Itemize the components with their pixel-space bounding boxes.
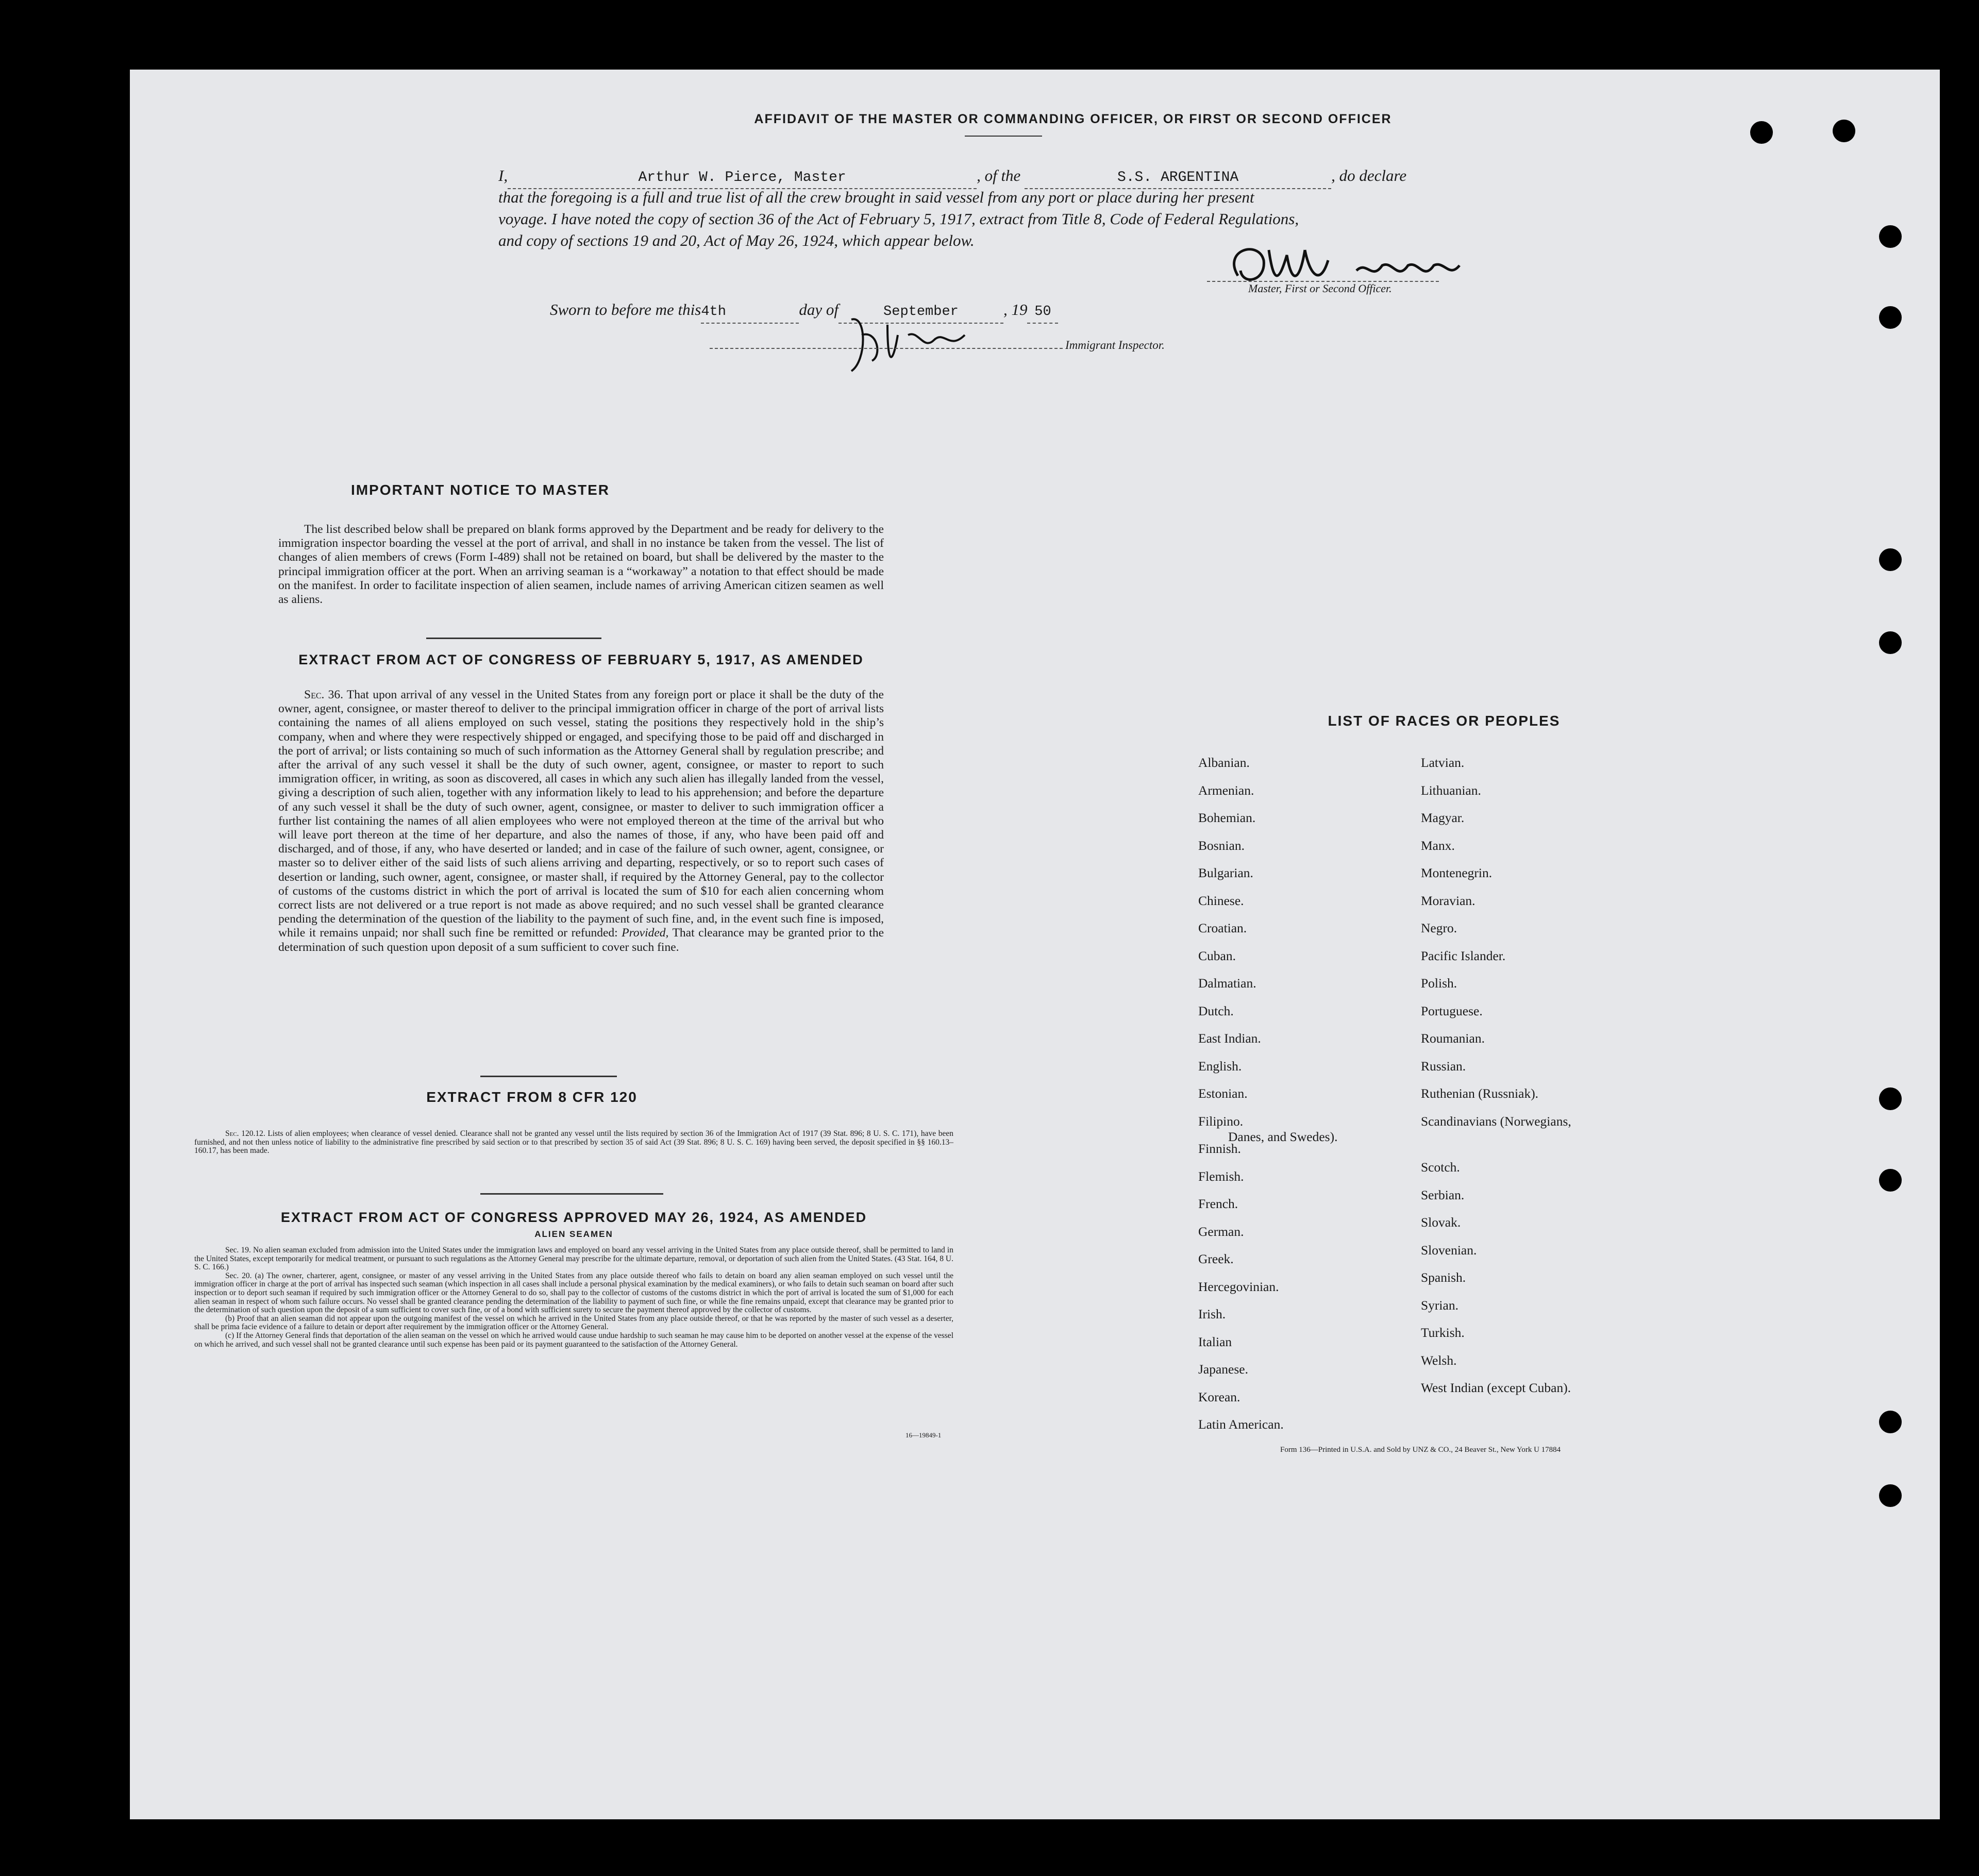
sec-36-text: That upon arrival of any vessel in the United States from any foreign port or place it shall be the duty of the owner, agent, consignee, or master thereof to deliver to the principal immigration officer in charge of the port of arrival lists containing the names of all aliens employed on such vessel, stating the positions they respectively hold in the ship’s company, when and where they were respectively shipped or engaged, and specifying those to be paid off and discharged in the port of arrival; or lists containing so much of such information as the Attorney General shall by regulation prescribe; and after the arrival of any such vessel it shall be the duty of such owner, agent, consignee, or master to report to such immigration officer, in writing, as soon as discovered, all cases in which any such alien has illegally landed from the vessel, giving a description of such alien, together with any information likely to lead to his apprehension; and before the departure of any such vessel it shall be the duty of such owner, agent, consignee, or master to deliver to such immigration officer a further list containing the names of all alien employees who were not employed thereon at the time of the arrival but who will leave port thereon at the time of her departure, and also the names of those, if any, who have been paid off and discharged, and of those, if any, who have deserted or landed; and in case of the failure of such owner, agent, consignee, or master so to deliver either of the said lists of such aliens arriving and departing, respectively, or so to report such cases of desertion or landing, such owner, agent, consignee, or master shall, if required by the Attorney General, pay to the collector of customs of the customs district in which the port of arrival is located the sum of $10 for each alien concerning whom correct lists are not delivered or a true report is not made as above required; and no such vessel shall be granted clearance pending the determination of the question of the liability to the payment of such fine, and, in the event such fine is imposed, while it remains unpaid; nor shall such fine be remitted or refunded: [278, 688, 884, 940]
declaration-line-3: voyage. I have noted the copy of section 36 of the Act of February 5, 1917, extract from Title 8, Code of Federal Regulations, [498, 210, 1299, 228]
extract-1917-heading: EXTRACT FROM ACT OF CONGRESS OF FEBRUARY 5, 1917, AS AMENDED [298, 652, 864, 667]
sworn-month: September [838, 301, 1003, 324]
document-page [130, 70, 1940, 1819]
race-left-item: Korean. [1198, 1389, 1240, 1404]
punch-hole [1833, 120, 1855, 142]
race-left-item: Flemish. [1198, 1168, 1244, 1184]
extract-1917-paragraph [278, 688, 884, 954]
footer-imprint: Form 136—Printed in U.S.A. and Sold by UNZ & CO., 24 Beaver St., New York U 17884 [1280, 1446, 1561, 1454]
cfr-text: Lists of alien employees; when clearance of vessel denied. Clearance shall not be granted any vessel until the lists required by section 36 of the Immigration Act of 1917 (39 Stat. 896; 8 U. S. C. 171), have been furnished, and not then unless notice of liability to the administrative fine prescribed by said section or to that prescribed by section 35 of said Act (39 Stat. 896; 8 U. S. C. 169) having been served, the deposit specified in §§ 160.13–160.17, has been made. [194, 1129, 953, 1155]
race-left-item: Greek. [1198, 1251, 1234, 1266]
race-left-item: Dalmatian. [1198, 976, 1256, 991]
sworn-year: 50 [1027, 301, 1058, 324]
extract-1924-paragraphs [194, 1246, 953, 1349]
sec-120-12-label: Sec. 120.12. [225, 1129, 265, 1138]
divider-2 [480, 1076, 617, 1077]
provided-word: Provided, [622, 926, 669, 940]
declaration-line-2: that the foregoing is a full and true list of all the crew brought in said vessel from any port or place during her present [498, 188, 1254, 206]
race-left-item: Bosnian. [1198, 837, 1245, 853]
extract-1924-heading: EXTRACT FROM ACT OF CONGRESS APPROVED MAY 26, 1924, AS AMENDED [280, 1210, 867, 1225]
race-right-item: Montenegrin. [1421, 865, 1492, 880]
race-right-item: Slovak. [1421, 1215, 1461, 1230]
declaration-line-1 [498, 165, 1632, 189]
race-right-item: Turkish. [1421, 1325, 1465, 1340]
sworn-prefix: Sworn to before me this [550, 300, 701, 319]
race-right-item: Latvian. [1421, 755, 1465, 770]
race-left-item: Latin American. [1198, 1417, 1284, 1432]
race-right-item: Russian. [1421, 1058, 1466, 1074]
race-left-item: Estonian. [1198, 1086, 1248, 1101]
declaration-line-4: and copy of sections 19 and 20, Act of May 26, 1924, which appear below. [498, 231, 975, 249]
sec-19-text: Sec. 19. No alien seaman excluded from admission into the United States under the immigration laws and employed on board any vessel arriving in the United States from any place outside thereof, shall be permitted to land in the United States, except temporarily for medical treatment, or pursuant to such regulations as the Attorney General may prescribe for the ultimate departure, removal, or deportation of such alien from the United States. (43 Stat. 164, 8 U. S. C. 166.) [194, 1246, 953, 1272]
punch-hole [1750, 121, 1773, 144]
race-right-item: Scotch. [1421, 1160, 1460, 1175]
day-of-text: day of [799, 300, 838, 319]
punch-hole [1879, 306, 1902, 329]
race-right-item: Roumanian. [1421, 1031, 1485, 1046]
sec-20a-text: Sec. 20. (a) The owner, charterer, agent, consignee, or master of any vessel arriving in the United States from any place outside thereof who fails to detain on board any alien seaman employed on such vessel until the immigration officer in charge at the port of arrival has inspected such seaman (which inspection in all cases shall include a personal physical examination by the medical examiners), or who fails to detain such seaman on board after such inspection or to deport such seaman if required by such immigration officer or the Attorney General to do so, shall pay to the collector of customs of the customs district in which the port of arrival is located the sum of $1,000 for each alien seaman in respect of whom such failure occurs. No vessel shall be granted clearance pending the determination of the liability to payment of such fine, or while the fine remains unpaid, except that clearance may be granted prior to the determination of such question upon the deposit of a sum sufficient to cover such fine, or of a bond with sufficient surety to secure the payment thereof approved by the collector of customs. [194, 1271, 953, 1315]
prefix-i: I, [498, 166, 508, 185]
race-left-item: Bohemian. [1198, 810, 1256, 825]
punch-hole [1879, 631, 1902, 654]
race-right-item: Negro. [1421, 920, 1457, 935]
race-left-item: Chinese. [1198, 893, 1244, 908]
race-right-item: Moravian. [1421, 893, 1475, 908]
print-code: 16—19849-1 [905, 1431, 942, 1439]
notice-text: The list described below shall be prepared on blank forms approved by the Department and be ready for delivery to the immigration inspector boarding the vessel at the port of arrival, and shall in no instance be taken from the vessel. The list of changes of alien members of crews (Form I-489) shall not be retained on board, but shall be delivered by the master to the principal immigration officer at the port. When an arriving seaman is a “workaway” a notation to that effect should be made on the manifest. In order to facilitate inspection of alien seamen, include names of arriving American citizen seamen as well as aliens. [278, 523, 884, 607]
alien-seamen-subheading: ALIEN SEAMEN [534, 1229, 613, 1239]
race-right-item: Polish. [1421, 976, 1457, 991]
sec-36-text-end: That clearance may be granted prior to the determination of such question upon deposit of a sum sufficient to cover such fine. [278, 926, 884, 954]
race-right-item: Welsh. [1421, 1352, 1457, 1368]
race-left-item: East Indian. [1198, 1031, 1261, 1046]
race-right-item: Slovenian. [1421, 1242, 1477, 1258]
punch-hole [1879, 1087, 1902, 1110]
races-heading: LIST OF RACES OR PEOPLES [1328, 713, 1561, 729]
race-left-item: Irish. [1198, 1306, 1226, 1321]
affidavit-heading: AFFIDAVIT OF THE MASTER OR COMMANDING OFFICER, OR FIRST OR SECOND OFFICER [754, 112, 1392, 126]
cfr-heading: EXTRACT FROM 8 CFR 120 [426, 1089, 638, 1105]
race-right-item: Portuguese. [1421, 1003, 1483, 1018]
race-left-item: Italian [1198, 1334, 1232, 1349]
of-the-text: , of the [977, 166, 1021, 185]
race-left-item: Bulgarian. [1198, 865, 1253, 880]
heading-rule [965, 136, 1042, 137]
punch-hole [1879, 225, 1902, 248]
sworn-day: 4th [701, 301, 799, 324]
punch-hole [1879, 1169, 1902, 1192]
master-caption: Master, First or Second Officer. [1248, 282, 1392, 295]
sec-20c-text: (c) If the Attorney General finds that deportation of the alien seaman on the vessel on which he arrived would cause undue hardship to such seaman he may cause him to be deported on another vessel at the expense of the vessel on which he arrived, and such vessel shall not be granted clearance until such expense has been paid or its payment guaranteed to the satisfaction of the Attorney General. [194, 1331, 953, 1349]
punch-hole [1879, 1484, 1902, 1507]
race-left-item: German. [1198, 1224, 1244, 1239]
race-right-item: Syrian. [1421, 1297, 1458, 1313]
race-right-item: Ruthenian (Russniak). [1421, 1086, 1539, 1101]
race-left-item: Cuban. [1198, 948, 1236, 963]
race-right-item: Spanish. [1421, 1270, 1466, 1285]
race-right-item: Scandinavians (Norwegians, [1421, 1113, 1571, 1129]
races-list [1198, 755, 1662, 1502]
race-right-item: Serbian. [1421, 1187, 1465, 1202]
cfr-paragraph [194, 1130, 953, 1155]
divider-1 [426, 638, 601, 639]
inspector-caption: Immigrant Inspector. [1065, 339, 1165, 351]
race-right-item: Pacific Islander. [1421, 948, 1506, 963]
vessel-name: S.S. ARGENTINA [1025, 167, 1331, 189]
notice-paragraph [278, 523, 884, 607]
sec-20b-text: (b) Proof that an alien seaman did not appear upon the outgoing manifest of the vessel on which he arrived in the United States from any place outside thereof, or that he was reported by the master of such vessel as a deserter, shall be prima facie evidence of a failure to detain or deport after requirement by the immigration officer or the Attorney General. [194, 1314, 953, 1332]
race-right-item: Danes, and Swedes). [1228, 1129, 1338, 1144]
race-left-item: Filipino. [1198, 1113, 1244, 1129]
notice-heading: IMPORTANT NOTICE TO MASTER [350, 482, 610, 498]
punch-hole [1879, 1411, 1902, 1433]
race-left-item: French. [1198, 1196, 1238, 1211]
race-left-item: Albanian. [1198, 755, 1250, 770]
race-left-item: Armenian. [1198, 782, 1254, 798]
inspector-signature [831, 304, 996, 381]
inspector-sign-line [710, 348, 1063, 349]
sec-36-label: Sec. 36. [304, 688, 344, 701]
race-left-item: Hercegovinian. [1198, 1279, 1279, 1294]
race-left-item: English. [1198, 1058, 1242, 1074]
race-right-item: Manx. [1421, 837, 1455, 853]
race-right-item: Lithuanian. [1421, 782, 1481, 798]
race-right-item: West Indian (except Cuban). [1421, 1380, 1571, 1395]
punch-hole [1879, 548, 1902, 571]
year-prefix: , 19 [1003, 300, 1028, 319]
race-left-item: Croatian. [1198, 920, 1247, 935]
race-right-item: Magyar. [1421, 810, 1465, 825]
declarant-name: Arthur W. Pierce, Master [508, 167, 977, 189]
race-left-item: Dutch. [1198, 1003, 1234, 1018]
divider-3 [480, 1193, 663, 1195]
do-declare-text: , do declare [1331, 166, 1407, 185]
race-left-item: Japanese. [1198, 1362, 1248, 1377]
race-left-item: Finnish. [1198, 1141, 1241, 1156]
